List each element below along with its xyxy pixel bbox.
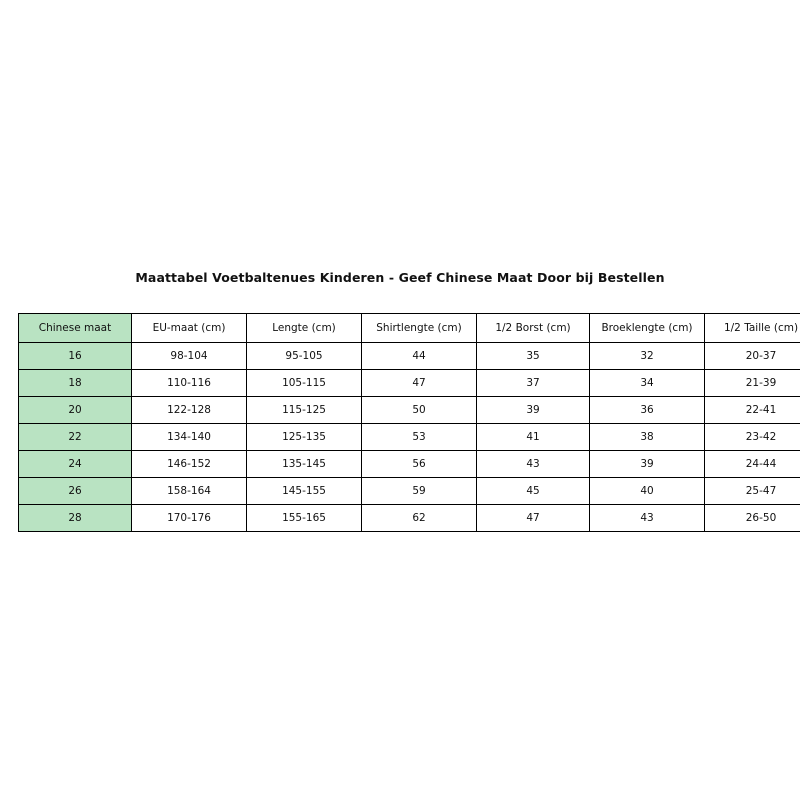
cell-half-taille: 20-37 bbox=[705, 343, 800, 370]
cell-lengte: 155-165 bbox=[247, 505, 362, 532]
size-chart-container bbox=[18, 313, 799, 532]
table-row bbox=[19, 478, 800, 505]
cell-lengte: 115-125 bbox=[247, 397, 362, 424]
cell-half-taille: 24-44 bbox=[705, 451, 800, 478]
cell-half-borst: 41 bbox=[477, 424, 590, 451]
cell-half-taille: 25-47 bbox=[705, 478, 800, 505]
table-row bbox=[19, 397, 800, 424]
cell-shirtlengte: 56 bbox=[362, 451, 477, 478]
column-header-half-taille: 1/2 Taille (cm) bbox=[705, 314, 800, 343]
cell-lengte: 125-135 bbox=[247, 424, 362, 451]
cell-eu-maat: 146-152 bbox=[132, 451, 247, 478]
cell-shirtlengte: 47 bbox=[362, 370, 477, 397]
column-header-lengte: Lengte (cm) bbox=[247, 314, 362, 343]
cell-broeklengte: 32 bbox=[590, 343, 705, 370]
table-header-row bbox=[19, 314, 800, 343]
column-header-chinese-maat: Chinese maat bbox=[19, 314, 132, 343]
cell-half-borst: 47 bbox=[477, 505, 590, 532]
cell-eu-maat: 158-164 bbox=[132, 478, 247, 505]
cell-chinese-maat: 22 bbox=[19, 424, 132, 451]
table-row bbox=[19, 343, 800, 370]
cell-broeklengte: 38 bbox=[590, 424, 705, 451]
cell-half-taille: 22-41 bbox=[705, 397, 800, 424]
table-row bbox=[19, 370, 800, 397]
cell-chinese-maat: 16 bbox=[19, 343, 132, 370]
cell-half-borst: 45 bbox=[477, 478, 590, 505]
cell-half-borst: 39 bbox=[477, 397, 590, 424]
column-header-eu-maat: EU-maat (cm) bbox=[132, 314, 247, 343]
cell-shirtlengte: 62 bbox=[362, 505, 477, 532]
cell-half-taille: 21-39 bbox=[705, 370, 800, 397]
column-header-broeklengte: Broeklengte (cm) bbox=[590, 314, 705, 343]
column-header-shirtlengte: Shirtlengte (cm) bbox=[362, 314, 477, 343]
size-chart-table bbox=[18, 313, 800, 532]
cell-shirtlengte: 53 bbox=[362, 424, 477, 451]
column-header-half-borst: 1/2 Borst (cm) bbox=[477, 314, 590, 343]
cell-broeklengte: 39 bbox=[590, 451, 705, 478]
cell-broeklengte: 43 bbox=[590, 505, 705, 532]
cell-half-taille: 26-50 bbox=[705, 505, 800, 532]
cell-lengte: 105-115 bbox=[247, 370, 362, 397]
page-title: Maattabel Voetbaltenues Kinderen - Geef Chinese Maat Door bij Bestellen bbox=[135, 270, 665, 285]
cell-shirtlengte: 50 bbox=[362, 397, 477, 424]
cell-chinese-maat: 18 bbox=[19, 370, 132, 397]
cell-lengte: 145-155 bbox=[247, 478, 362, 505]
cell-broeklengte: 40 bbox=[590, 478, 705, 505]
cell-lengte: 95-105 bbox=[247, 343, 362, 370]
cell-eu-maat: 110-116 bbox=[132, 370, 247, 397]
cell-chinese-maat: 20 bbox=[19, 397, 132, 424]
table-row bbox=[19, 451, 800, 478]
cell-chinese-maat: 26 bbox=[19, 478, 132, 505]
cell-eu-maat: 98-104 bbox=[132, 343, 247, 370]
table-header bbox=[19, 314, 800, 343]
cell-lengte: 135-145 bbox=[247, 451, 362, 478]
table-row bbox=[19, 424, 800, 451]
cell-eu-maat: 170-176 bbox=[132, 505, 247, 532]
cell-half-taille: 23-42 bbox=[705, 424, 800, 451]
cell-half-borst: 35 bbox=[477, 343, 590, 370]
cell-broeklengte: 34 bbox=[590, 370, 705, 397]
cell-shirtlengte: 44 bbox=[362, 343, 477, 370]
cell-chinese-maat: 28 bbox=[19, 505, 132, 532]
cell-half-borst: 43 bbox=[477, 451, 590, 478]
cell-half-borst: 37 bbox=[477, 370, 590, 397]
cell-eu-maat: 122-128 bbox=[132, 397, 247, 424]
table-row bbox=[19, 505, 800, 532]
table-body bbox=[19, 343, 800, 532]
cell-shirtlengte: 59 bbox=[362, 478, 477, 505]
cell-eu-maat: 134-140 bbox=[132, 424, 247, 451]
cell-chinese-maat: 24 bbox=[19, 451, 132, 478]
cell-broeklengte: 36 bbox=[590, 397, 705, 424]
